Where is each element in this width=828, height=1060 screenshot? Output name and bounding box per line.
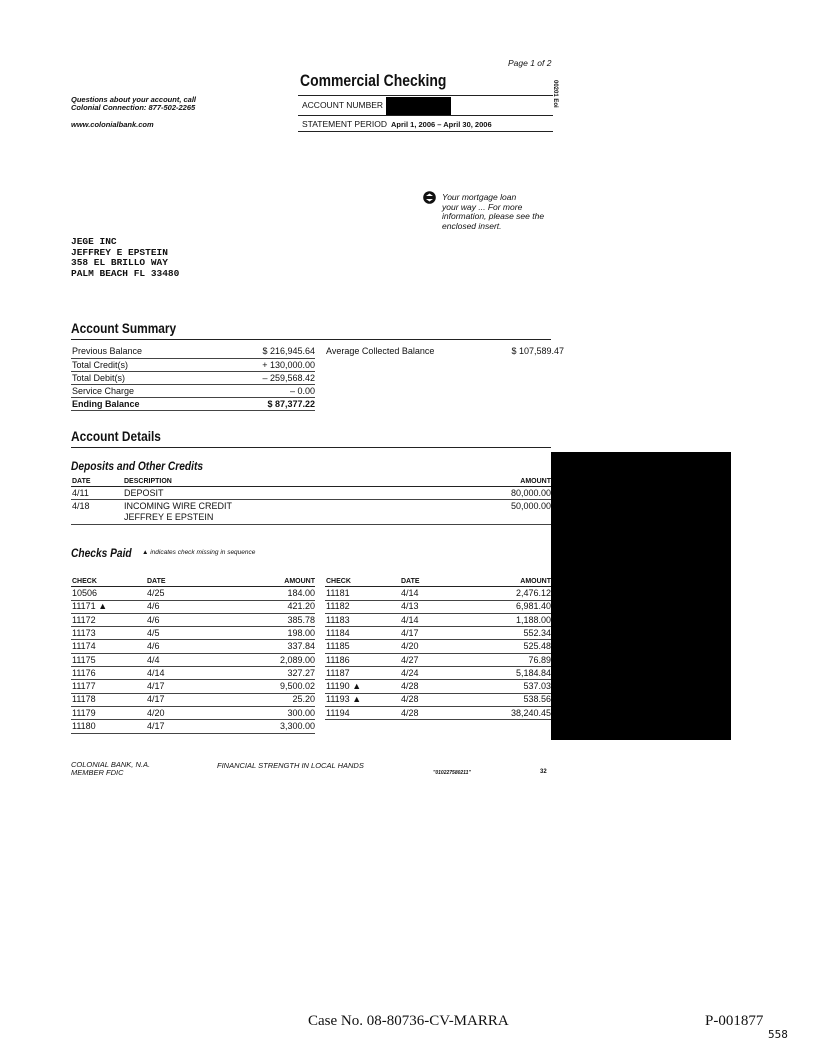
check-amount: 385.78 bbox=[287, 614, 315, 625]
case-number: Case No. 08-80736-CV-MARRA bbox=[308, 1013, 509, 1029]
checks-col-amount: AMOUNT bbox=[520, 578, 551, 585]
address-line: JEGE INC bbox=[71, 236, 117, 247]
check-number: 11190 ▲ bbox=[326, 681, 362, 692]
check-amount: 6,981.40 bbox=[515, 601, 551, 612]
check-date: 4/14 bbox=[401, 614, 419, 625]
check-amount: 552.34 bbox=[523, 627, 551, 638]
check-number: 11183 bbox=[326, 614, 350, 625]
check-number: 11194 bbox=[326, 707, 350, 718]
notice-line: information, please see the bbox=[442, 211, 545, 221]
check-amount: 537.03 bbox=[523, 681, 551, 692]
deposit-date: 4/11 bbox=[72, 488, 89, 498]
statement-title: Commercial Checking bbox=[300, 71, 447, 90]
checks-note: ▲ indicates check missing in sequence bbox=[142, 549, 256, 556]
check-number: 11185 bbox=[326, 641, 350, 652]
check-date: 4/27 bbox=[401, 654, 419, 665]
check-date: 4/20 bbox=[401, 641, 419, 652]
check-date: 4/28 bbox=[401, 694, 419, 705]
refresh-icon bbox=[423, 191, 436, 209]
mailing-address bbox=[71, 237, 179, 279]
deposit-desc-2: JEFFREY E EPSTEIN bbox=[124, 512, 214, 522]
check-amount: 538.56 bbox=[523, 694, 551, 705]
contact-line-1: Questions about your account, call bbox=[71, 95, 197, 104]
check-date: 4/6 bbox=[147, 614, 160, 625]
statement-period-label: STATEMENT PERIOD bbox=[302, 119, 388, 129]
check-amount: 76.89 bbox=[528, 654, 551, 665]
summary-value: $ 87,377.22 bbox=[267, 399, 315, 409]
check-number: 11175 bbox=[72, 654, 96, 665]
row-divider bbox=[71, 733, 315, 734]
check-amount: 1,188.00 bbox=[515, 614, 551, 625]
check-amount: 327.27 bbox=[287, 667, 315, 678]
check-number: 11173 bbox=[72, 627, 96, 638]
bates-sub: 558 bbox=[768, 1028, 788, 1041]
deposit-date: 4/18 bbox=[72, 501, 90, 511]
deposits-col-desc: DESCRIPTION bbox=[124, 478, 172, 485]
side-code: 00201 Eoi bbox=[552, 80, 558, 108]
deposit-amount: 50,000.00 bbox=[510, 501, 551, 511]
contact-line-2: Colonial Connection: 877-502-2265 bbox=[71, 103, 196, 112]
check-date: 4/28 bbox=[401, 681, 419, 692]
account-number-label: ACCOUNT NUMBER bbox=[302, 100, 384, 110]
website: www.colonialbank.com bbox=[71, 120, 154, 129]
check-number: 11182 bbox=[326, 601, 350, 612]
redaction-block bbox=[551, 452, 731, 740]
statement-period-value: April 1, 2006 – April 30, 2006 bbox=[391, 120, 492, 129]
check-date: 4/14 bbox=[401, 588, 419, 598]
deposits-col-amount: AMOUNT bbox=[520, 478, 551, 485]
avg-balance-value: $ 107,589.47 bbox=[511, 346, 564, 356]
check-date: 4/6 bbox=[147, 601, 160, 612]
check-amount: 525.48 bbox=[523, 641, 551, 652]
check-number: 11187 bbox=[326, 667, 350, 678]
check-number: 11174 bbox=[72, 641, 96, 652]
check-date: 4/28 bbox=[401, 707, 419, 718]
checks-col-date: DATE bbox=[401, 578, 420, 585]
check-amount: 9,500.02 bbox=[279, 681, 315, 692]
check-number: 11193 ▲ bbox=[326, 694, 362, 705]
check-amount: 421.20 bbox=[287, 601, 315, 612]
address-line: 358 EL BRILLO WAY bbox=[71, 257, 168, 268]
check-amount: 184.00 bbox=[287, 588, 315, 598]
account-details-heading: Account Details bbox=[71, 428, 161, 444]
deposits-col-date: DATE bbox=[72, 478, 91, 485]
check-number: 11181 bbox=[326, 588, 350, 598]
check-amount: 2,089.00 bbox=[279, 654, 315, 665]
deposits-heading: Deposits and Other Credits bbox=[71, 459, 204, 473]
summary-value: – 0.00 bbox=[289, 386, 315, 396]
notice-line: your way ... For more bbox=[442, 201, 523, 212]
check-amount: 2,476.12 bbox=[515, 588, 551, 598]
member-fdic: MEMBER FDIC bbox=[71, 768, 124, 777]
summary-label: Total Credit(s) bbox=[72, 360, 129, 370]
check-date: 4/14 bbox=[147, 667, 165, 678]
check-number: 11186 bbox=[326, 654, 350, 665]
row-divider bbox=[325, 719, 551, 720]
check-number: 11176 bbox=[72, 667, 96, 678]
check-amount: 198.00 bbox=[287, 627, 315, 638]
summary-value: $ 216,945.64 bbox=[262, 346, 315, 356]
bates-number: P-001877 bbox=[705, 1013, 764, 1029]
summary-label: Ending Balance bbox=[72, 399, 140, 409]
check-date: 4/17 bbox=[401, 627, 419, 638]
checks-heading: Checks Paid bbox=[71, 546, 132, 560]
check-amount: 3,300.00 bbox=[279, 721, 315, 731]
check-amount: 337.84 bbox=[287, 641, 315, 652]
check-number: 11177 bbox=[72, 681, 96, 692]
footer-code: "010227580211" bbox=[433, 770, 471, 776]
check-date: 4/20 bbox=[147, 707, 165, 718]
bank-slogan: FINANCIAL STRENGTH IN LOCAL HANDS bbox=[217, 761, 364, 770]
address-line: JEFFREY E EPSTEIN bbox=[71, 246, 168, 258]
check-date: 4/17 bbox=[147, 681, 165, 692]
check-date: 4/6 bbox=[147, 641, 160, 652]
check-number: 11172 bbox=[72, 614, 96, 625]
summary-value: – 259,568.42 bbox=[262, 373, 315, 383]
account-number-redaction bbox=[386, 97, 451, 116]
check-number: 11184 bbox=[326, 627, 350, 638]
check-number: 11171 ▲ bbox=[72, 601, 108, 612]
mortgage-notice bbox=[442, 193, 544, 231]
check-amount: 38,240.45 bbox=[510, 707, 551, 718]
check-number: 10506 bbox=[72, 588, 98, 598]
checks-col-date: DATE bbox=[147, 578, 166, 585]
check-amount: 300.00 bbox=[287, 707, 315, 718]
contact-info bbox=[71, 96, 196, 112]
bank-name: COLONIAL BANK, N.A. bbox=[71, 760, 151, 769]
summary-label: Total Debit(s) bbox=[72, 373, 126, 383]
check-amount: 5,184.84 bbox=[515, 667, 551, 678]
notice-line: Your mortgage loan bbox=[442, 192, 517, 202]
avg-balance-label: Average Collected Balance bbox=[326, 346, 435, 356]
footer-num: 32 bbox=[540, 769, 547, 775]
check-date: 4/17 bbox=[147, 721, 165, 731]
checks-col-check: CHECK bbox=[326, 578, 351, 585]
check-number: 11180 bbox=[72, 721, 96, 731]
deposit-desc: INCOMING WIRE CREDIT bbox=[124, 501, 232, 511]
deposit-desc: DEPOSIT bbox=[124, 488, 164, 498]
check-date: 4/24 bbox=[401, 667, 419, 678]
checks-col-check: CHECK bbox=[72, 578, 97, 585]
page-number: Page 1 of 2 bbox=[508, 58, 552, 68]
check-date: 4/17 bbox=[147, 694, 165, 705]
checks-col-amount: AMOUNT bbox=[284, 578, 315, 585]
bank-footer bbox=[71, 761, 150, 777]
address-line: PALM BEACH FL 33480 bbox=[71, 267, 180, 279]
notice-line: enclosed insert. bbox=[442, 220, 502, 231]
summary-label: Service Charge bbox=[72, 386, 135, 396]
check-number: 11179 bbox=[72, 707, 96, 718]
summary-value: + 130,000.00 bbox=[262, 360, 315, 370]
check-amount: 25.20 bbox=[292, 694, 315, 705]
check-date: 4/13 bbox=[401, 601, 419, 612]
account-summary-heading: Account Summary bbox=[71, 320, 177, 336]
deposit-amount: 80,000.00 bbox=[510, 488, 551, 498]
check-number: 11178 bbox=[72, 694, 96, 705]
check-date: 4/5 bbox=[147, 627, 160, 638]
check-date: 4/4 bbox=[147, 654, 160, 665]
check-date: 4/25 bbox=[147, 588, 165, 598]
summary-label: Previous Balance bbox=[72, 346, 143, 356]
